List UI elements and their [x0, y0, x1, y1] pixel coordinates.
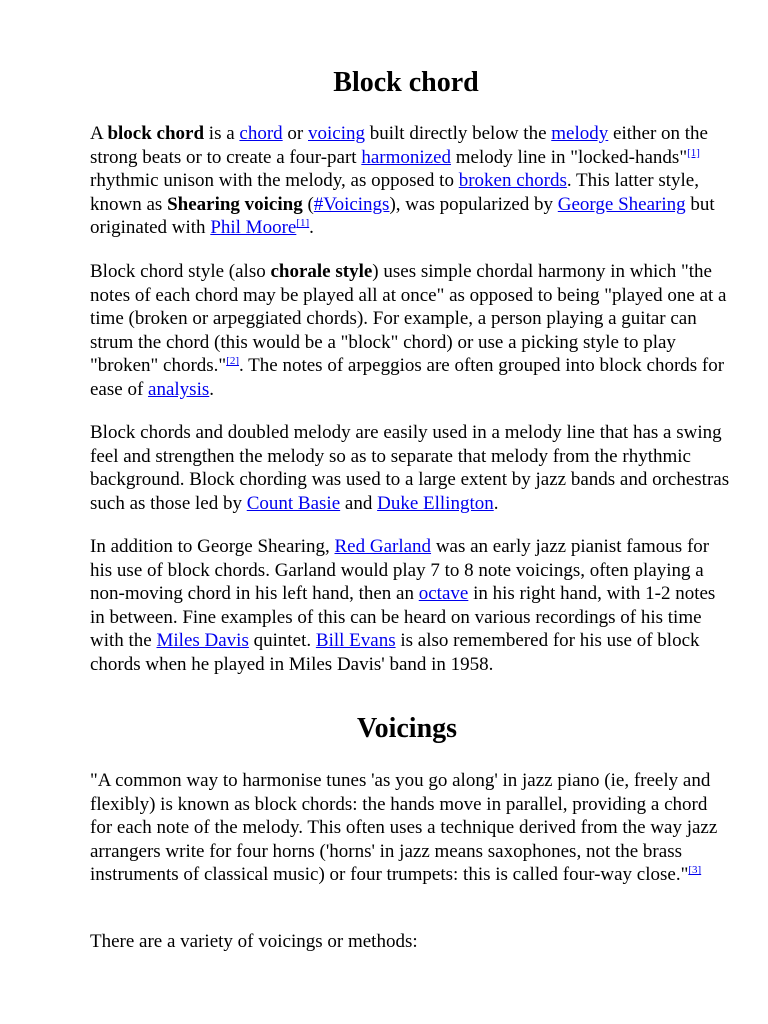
text: but originated with: [90, 193, 715, 239]
text: A: [90, 123, 108, 144]
link-octave[interactable]: octave: [418, 583, 469, 605]
text: is also remembered for his use of block chords when he played in Miles Davis' band in 1958.: [90, 630, 700, 675]
link-voicings-anchor[interactable]: #Voicings: [313, 193, 390, 215]
link-count-basie[interactable]: Count Basie: [246, 492, 341, 514]
link-duke-ellington[interactable]: Duke Ellington: [377, 492, 494, 514]
text: rhythmic unison with the melody, as opposed to: [90, 170, 459, 192]
citation-link-3[interactable]: [3]: [688, 864, 702, 877]
text: in his right hand, with 1-2 notes in between. Fine examples of this can be heard on various recordings of his time with the: [90, 583, 716, 652]
text: There are a variety of voicings or methods:: [90, 931, 418, 952]
text: ) uses simple chordal harmony in which "the notes of each chord may be played all at once" as opposed to being "played one at a time (broken or arpeggiated chords). For example, a person playing a guitar can strum the chord (this would be a "block" chord) or use a picking style to play "broken" chords.": [90, 261, 727, 377]
link-chord[interactable]: chord: [239, 123, 283, 144]
section-heading-voicings: Voicings: [356, 713, 458, 744]
citation-link-2[interactable]: [2]: [226, 355, 240, 368]
bold-term-shearing-voicing: Shearing voicing: [167, 193, 303, 215]
text: built directly below the: [365, 123, 552, 144]
paragraph-voicings-quote: [90, 769, 730, 887]
text: . The notes of arpeggios are often grouped into block chords for ease of: [90, 355, 725, 400]
text: is a: [204, 123, 240, 144]
link-harmonized[interactable]: harmonized: [361, 146, 451, 168]
bold-term-chorale-style: chorale style: [270, 261, 373, 282]
link-melody[interactable]: melody: [551, 123, 609, 144]
text: Block chords and doubled melody are easily used in a melody line that has a swing feel and strengthen the melody so as to separate that melody from the rhythmic background. Block chording was used to a large extent by jazz bands and orchestras such as those led by: [90, 422, 730, 514]
paragraph-red-garland: [90, 535, 730, 677]
text: and: [340, 492, 378, 514]
text: In addition to George Shearing,: [90, 536, 335, 557]
text: . This latter style, known as: [90, 170, 699, 215]
link-red-garland[interactable]: Red Garland: [334, 536, 432, 557]
link-george-shearing[interactable]: George Shearing: [557, 193, 686, 215]
link-miles-davis[interactable]: Miles Davis: [156, 630, 249, 652]
text: melody line in "locked-hands": [451, 146, 688, 168]
link-broken-chords[interactable]: broken chords: [458, 170, 567, 192]
paragraph-chorale-style: [90, 260, 730, 402]
paragraph-intro: [90, 122, 730, 240]
text: was an early jazz pianist famous for his use of block chords. Garland would play 7 to 8 note voicings, often playing a non-moving chord in his left hand, then an: [90, 536, 710, 605]
link-phil-moore[interactable]: Phil Moore: [210, 217, 297, 239]
citation-link-1b[interactable]: [1]: [296, 217, 310, 230]
text: .: [493, 492, 499, 514]
link-bill-evans[interactable]: Bill Evans: [315, 630, 396, 652]
article-title: Block chord: [333, 67, 479, 98]
text: .: [209, 378, 214, 400]
paragraph-doubled-melody: [90, 421, 730, 515]
text: quintet.: [248, 630, 316, 652]
text: "A common way to harmonise tunes 'as you go along' in jazz piano (ie, freely and flexibly) is known as block chords: the hands move in parallel, providing a chord for each note of the melody. This often uses a technique derived from the way jazz arrangers write for four horns ('horns' in jazz means saxophones, not the brass instruments of classical music) or four trumpets: this is called four-way close.": [90, 770, 718, 886]
text: either on the strong beats or to create a four-part: [90, 123, 708, 168]
text: ), was popularized by: [389, 193, 558, 215]
text: .: [309, 217, 314, 239]
text: (: [302, 193, 314, 215]
link-voicing[interactable]: voicing: [308, 123, 365, 144]
bold-term-block-chord: block chord: [107, 123, 205, 144]
text: or: [282, 123, 308, 144]
text: Block chord style (also: [90, 261, 271, 282]
citation-link-1[interactable]: [1]: [687, 146, 700, 159]
link-analysis[interactable]: analysis: [148, 378, 210, 400]
paragraph-voicing-methods: [90, 930, 730, 954]
